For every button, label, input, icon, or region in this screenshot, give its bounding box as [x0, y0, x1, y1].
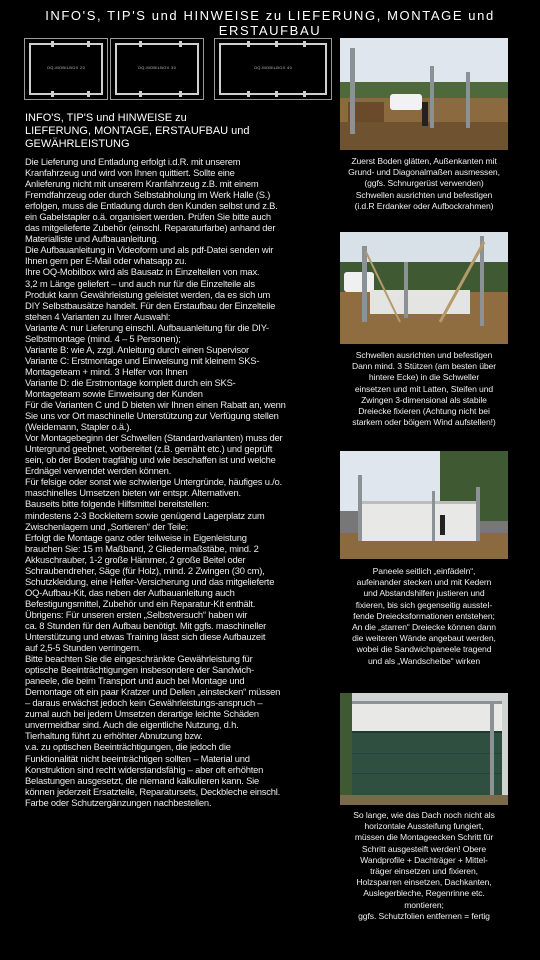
caption-line: einsetzen und mit Latten, Steifen und [354, 383, 494, 394]
body-text-line: Fremdfahrzeug oder durch Selbstabholung im Werk Halle (S.) [25, 189, 271, 201]
photo-finished-box [340, 693, 508, 805]
body-text-line: Variante D: die Erstmontage komplett durch ein SKS- [25, 376, 236, 388]
body-text-line: ca. 8 Stunden für den Aufbau benötigt. Mit ggfs. maschineller [25, 619, 267, 631]
caption-line: starkem oder böigem Wind aufstellen!) [352, 417, 496, 428]
intro-heading [25, 112, 335, 151]
floor-plan-mobilbox-30 [110, 38, 204, 100]
body-text-line: maschinelles Umsetzen bieten wir entspr. Alternativen. [25, 487, 241, 499]
body-text-line: unvermeidbar sind. Auch die eigentliche Nutzung, d.h. [25, 719, 239, 731]
body-text-line: Schutzkleidung, eine Helfer-Versicherung und das mitgelieferte [25, 575, 275, 587]
body-text-line: v.a. zu optischen Beeinträchtigungen, die jedoch die [25, 741, 231, 753]
caption-line: Auslegerbleche, Regenrinne etc. [363, 888, 485, 899]
body-text-line: Übrigens: Für unseren ersten „Selbstversuch“ haben wir [25, 608, 248, 620]
caption-line: Grund- und Diagonalmaßen ausmessen, [348, 167, 500, 178]
body-text-line: erfolgen, muss die Entladung durch den Kunden selbst und z.B. [25, 200, 278, 212]
caption-line: die weiteren Wände angebaut werden, [352, 633, 496, 644]
body-text-line: können jederzeit Ersatzteile, Reparatursets, Deckbleche einschl. [25, 785, 281, 797]
caption-line: Wandprofile + Dachträger + Mittel- [360, 854, 488, 865]
caption-line: und als „Wandscheibe“ wirken [368, 655, 480, 666]
photo-wall-panels [340, 451, 508, 559]
caption-step-2 [333, 350, 515, 428]
caption-line: und Abstandshilfen justieren und [363, 588, 485, 599]
caption-line: Dann mind. 3 Stützen (am besten über [351, 361, 496, 372]
body-text-line: (Weidemann, Stapler o.ä.). [25, 421, 132, 433]
caption-line: Zuerst Boden glätten, Außenkanten mit [351, 156, 497, 166]
body-text-line: Variante A: nur Lieferung einschl. Aufbauanleitung für die DIY- [25, 321, 269, 333]
caption-line: hintere Ecke) in die Schweller [368, 372, 480, 383]
body-text-line: Tierhaltung führt zu erhöhter Abnutzung bzw. [25, 730, 203, 742]
body-text-line: Für felsige oder sonst wie schwierige Untergründe, häufiges u./o. [25, 476, 282, 488]
body-text-line: Akkuschrauber, 1-2 große Hämmer, 2 große Beitel oder [25, 553, 246, 565]
page-title: INFO'S, TIP'S und HINWEISE zu LIEFERUNG, MONTAGE und ERSTAUFBAU [45, 8, 495, 38]
body-text-line: Produkt kann Gewährleistung geleistet werden, da es sich um [25, 288, 271, 300]
body-text-line: Die Aufbauanleitung in Videoform und als pdf-Datei senden wir [25, 244, 274, 256]
caption-step-1 [333, 156, 515, 212]
body-text-line: Vor Montagebeginn der Schwellen (Standardvarianten) muss der [25, 432, 283, 444]
body-text-line: Befestigungsmittel, Zubehör und ein Reparatur-Kit enthält. [25, 597, 256, 609]
caption-line: Paneele seitlich „einfädeln“, [372, 566, 476, 576]
floor-plan-label: OQ-MOBILBOX 40 [253, 65, 293, 70]
body-text-line: Materialliste und Aufbauanleitung. [25, 233, 159, 245]
body-text-line: Farbe oder Schutzergänzungen nachbestellen. [25, 796, 212, 808]
body-text-line: sein, ob der Boden tragfähig und wie beschaffen ist und welche [25, 454, 276, 466]
body-text-line: Bitte beachten Sie die eingeschränkte Gewährleistung für [25, 653, 253, 665]
caption-step-3 [333, 566, 515, 667]
floor-plan-mobilbox-20 [24, 38, 108, 100]
body-text-line: Funktionalität nicht beeinträchtigen sollten – Material und [25, 752, 250, 764]
caption-line: aufeinander stecken und mit Kedern [356, 577, 492, 588]
body-text-line: – daraus erwächst jedoch kein Gewährleistungs-anspruch – [25, 697, 263, 709]
info-body-text [25, 156, 337, 808]
body-text-line: Anlieferung nicht mit unserem Kranfahrzeug z.B. mit einem [25, 178, 259, 190]
intro-heading-line: INFO'S, TIP'S und HINWEISE zu [25, 112, 187, 124]
floor-plan-label: OQ-MOBILBOX 30 [137, 65, 177, 70]
caption-line: Holzsparren einsetzen, Dachkanten, [356, 877, 492, 888]
body-text-line: Die Lieferung und Entladung erfolgt i.d.R. mit unserem [25, 156, 241, 167]
caption-line: ggfs. Schutzfolien entfernen = fertig [358, 910, 490, 921]
body-text-line: mindestens 2-3 Bockleitern sowie genügend Lagerplatz zum [25, 509, 265, 521]
body-text-line: Kranfahrzeug und wird von Ihnen quittiert. Sollte eine [25, 167, 235, 179]
body-text-line: Für die Varianten C und D bieten wir Ihnen einen Rabatt an, wenn [25, 399, 286, 411]
body-text-line: brauchen Sie: 15 m Maßband, 2 Gliedermaßstäbe, mind. 2 [25, 542, 259, 554]
body-text-line: OQ-Aufbau-Kit, das neben der Aufbauanleitung auch [25, 586, 235, 598]
body-text-line: das mitgelieferte Zubehör (einschl. Reparaturfarbe) anhand der [25, 222, 276, 234]
body-text-line: 3,2 m Länge geliefert – und auch nur für die Einzelteile als [25, 277, 255, 289]
body-text-line: Belastungen ausgesetzt, die niemand kalkulieren kann. Sie [25, 774, 260, 786]
body-text-line: zumal auch bei jedem Umsetzen derartige leichte Schäden [25, 708, 259, 720]
body-text-line: Variante C: Erstmontage und Einweisung mit kleinem SKS- [25, 354, 260, 366]
body-text-line: Zwischenlagern und „Sortieren“ der Teile; [25, 520, 189, 532]
caption-line: (ggfs. Schnurgerüst verwenden) [364, 178, 484, 189]
floor-plan-row [24, 38, 334, 104]
body-text-line: Montageteam + mind. 3 Helfer von Ihnen [25, 365, 188, 377]
caption-line: Dreiecke fixieren (Achtung nicht bei [358, 406, 490, 417]
body-text-line: Erfolgt die Montage ganz oder teilweise in Eigenleistung [25, 531, 247, 543]
photo-sills-and-posts [340, 232, 508, 344]
body-text-line: Selbstmontage (mind. 4 – 5 Personen); [25, 332, 181, 344]
caption-line: Schritt ausgesteift werden! Obere [361, 843, 487, 854]
body-text-line: Sie uns vor Ort maschinelle Unterstützung zur Verfügung stellen [25, 410, 279, 422]
caption-line: wobei die Sandwichpaneele tragend [356, 644, 492, 655]
body-text-line: Unterstützung und etwas Training lässt sich diese Aufbauzeit [25, 631, 266, 643]
caption-line: montieren; [404, 899, 444, 910]
floor-plan-label: OQ-MOBILBOX 20 [46, 65, 86, 70]
caption-line: horizontale Aussteifung fungiert, [364, 821, 484, 832]
caption-line: fende Dreiecksformationen entstehen; [353, 610, 495, 621]
body-text-line: Demontage oft ein paar Kratzer und Dellen „einstecken“ müssen [25, 686, 281, 698]
body-text-line: Erdnägel verwendet werden können. [25, 465, 172, 477]
floor-plan-mobilbox-40 [214, 38, 332, 100]
photo-ground-preparation [340, 38, 508, 150]
body-text-line: ein Gabelstapler o.ä. organisiert werden. Prüfen Sie bitte auch [25, 211, 271, 223]
caption-line: Schwellen ausrichten und befestigen [355, 189, 493, 200]
body-text-line: Untergrund geebnet, vorbereitet (z.B. gemäht etc.) und geprüft [25, 443, 273, 455]
body-text-line: DIY Selbstbausätze handelt. Für den Erstaufbau der Einzelteile [25, 299, 276, 311]
intro-heading-line: LIEFERUNG, MONTAGE, ERSTAUFBAU und GEWÄHRLEISTUNG [25, 125, 250, 150]
body-text-line: Bauseits bitte folgende Hilfsmittel bereitstellen: [25, 498, 209, 510]
caption-line: Schwellen ausrichten und befestigen [355, 350, 493, 360]
caption-line: (i.d.R Erdanker oder Aufbockrahmen) [354, 200, 494, 211]
body-text-line: paneele, die beim Transport und auch bei Montage und [25, 675, 245, 687]
body-text-line: Ihre OQ-Mobilbox wird als Bausatz in Einzelteilen von max. [25, 266, 260, 278]
body-text-line: optische Beeinträchtigungen insbesondere der Sandwich- [25, 664, 254, 676]
caption-line: Zwingen 3-dimensional als stabile [361, 394, 487, 405]
caption-step-4 [333, 810, 515, 922]
body-text-line: stehen 4 Varianten zu Ihrer Auswahl: [25, 310, 171, 322]
caption-line: träger einsetzen und fixieren, [370, 866, 478, 877]
body-text-line: auf 2,5-5 Stunden verringern. [25, 642, 142, 654]
body-text-line: Variante B: wie A, zzgl. Anleitung durch einen Supervisor [25, 343, 249, 355]
caption-line: fixieren, bis sich gegenseitig aussteI- [355, 599, 493, 610]
body-text-line: Konstruktion sind recht widerstandsfähig – aber oft erhöhten [25, 763, 264, 775]
caption-line: So lange, wie das Dach noch nicht als [353, 810, 495, 820]
caption-line: müssen die Montageecken Schritt für [354, 832, 494, 843]
body-text-line: Schraubendreher, Säge (für Holz), mind. 2 Zwingen (30 cm), [25, 564, 265, 576]
body-text-line: Ihnen gern per E-Mail oder whatsapp zu. [25, 255, 187, 267]
body-text-line: Montageteam sowie Einweisung der Kunden [25, 387, 203, 399]
caption-line: An die „starren“ Dreiecke können dann [352, 622, 496, 633]
